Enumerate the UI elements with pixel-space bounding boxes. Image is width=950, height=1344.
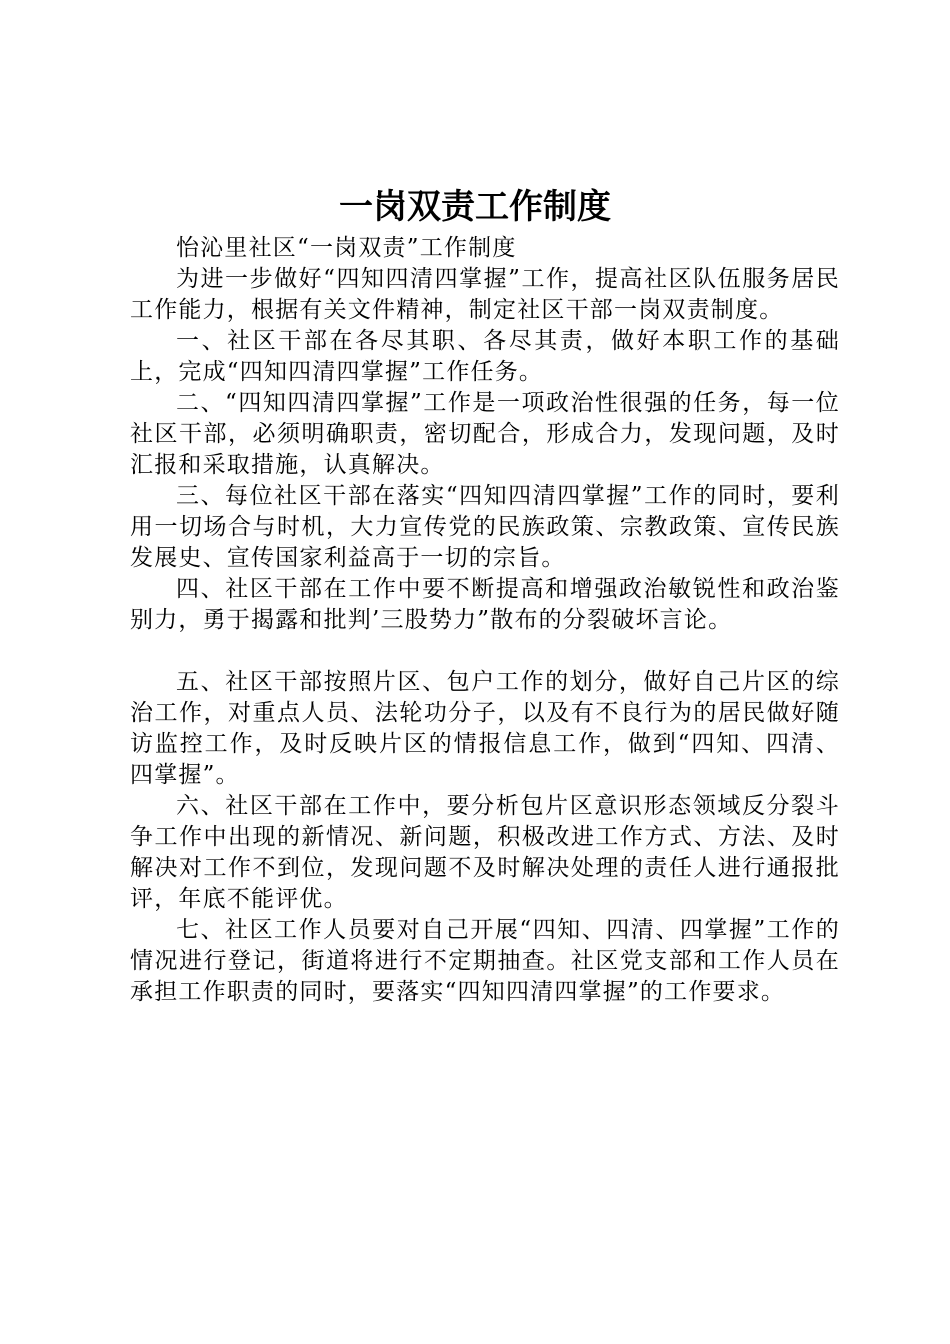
paragraph-intro: 为进一步做好“四知四清四掌握”工作，提高社区队伍服务居民工作能力，根据有关文件精神，制定社区干部一岗双责制度。 — [130, 266, 840, 323]
paragraph-item-4: 四、社区干部在工作中要不断提高和增强政治敏锐性和政治鉴别力，勇于揭露和批判’三股势力”散布的分裂破坏言论。 — [130, 576, 840, 633]
document-title: 一岗双责工作制度 — [339, 187, 611, 227]
paragraph-item-7: 七、社区工作人员要对自己开展“四知、四清、四掌握”工作的情况进行登记，街道将进行不定期抽查。社区党支部和工作人员在承担工作职责的同时，要落实“四知四清四掌握”的工作要求。 — [130, 917, 840, 1005]
paragraph-item-1: 一、社区干部在各尽其职、各尽其责，做好本职工作的基础上，完成“四知四清四掌握”工作任务。 — [130, 328, 840, 385]
document-body — [130, 233, 840, 1008]
paragraph-subtitle: 怡沁里社区“一岗双责”工作制度 — [176, 235, 517, 261]
paragraph-item-5: 五、社区干部按照片区、包户工作的划分，做好自己片区的综治工作，对重点人员、法轮功分子，以及有不良行为的居民做好随访监控工作，及时反映片区的情报信息工作，做到“四知、四清、四掌握”。 — [130, 669, 840, 788]
paragraph-item-2: 二、“四知四清四掌握”工作是一项政治性很强的任务，每一位社区干部，必须明确职责，密切配合，形成合力，发现问题，及时汇报和采取措施，认真解决。 — [130, 390, 840, 478]
paragraph-item-6: 六、社区干部在工作中，要分析包片区意识形态领域反分裂斗争工作中出现的新情况、新问题，积极改进工作方式、方法、及时解决对工作不到位，发现问题不及时解决处理的责任人进行通报批评，年底不能评优。 — [130, 793, 840, 912]
paragraph-item-3: 三、每位社区干部在落实“四知四清四掌握”工作的同时，要利用一切场合与时机，大力宣传党的民族政策、宗教政策、宣传民族发展史、宣传国家利益高于一切的宗旨。 — [130, 483, 840, 571]
